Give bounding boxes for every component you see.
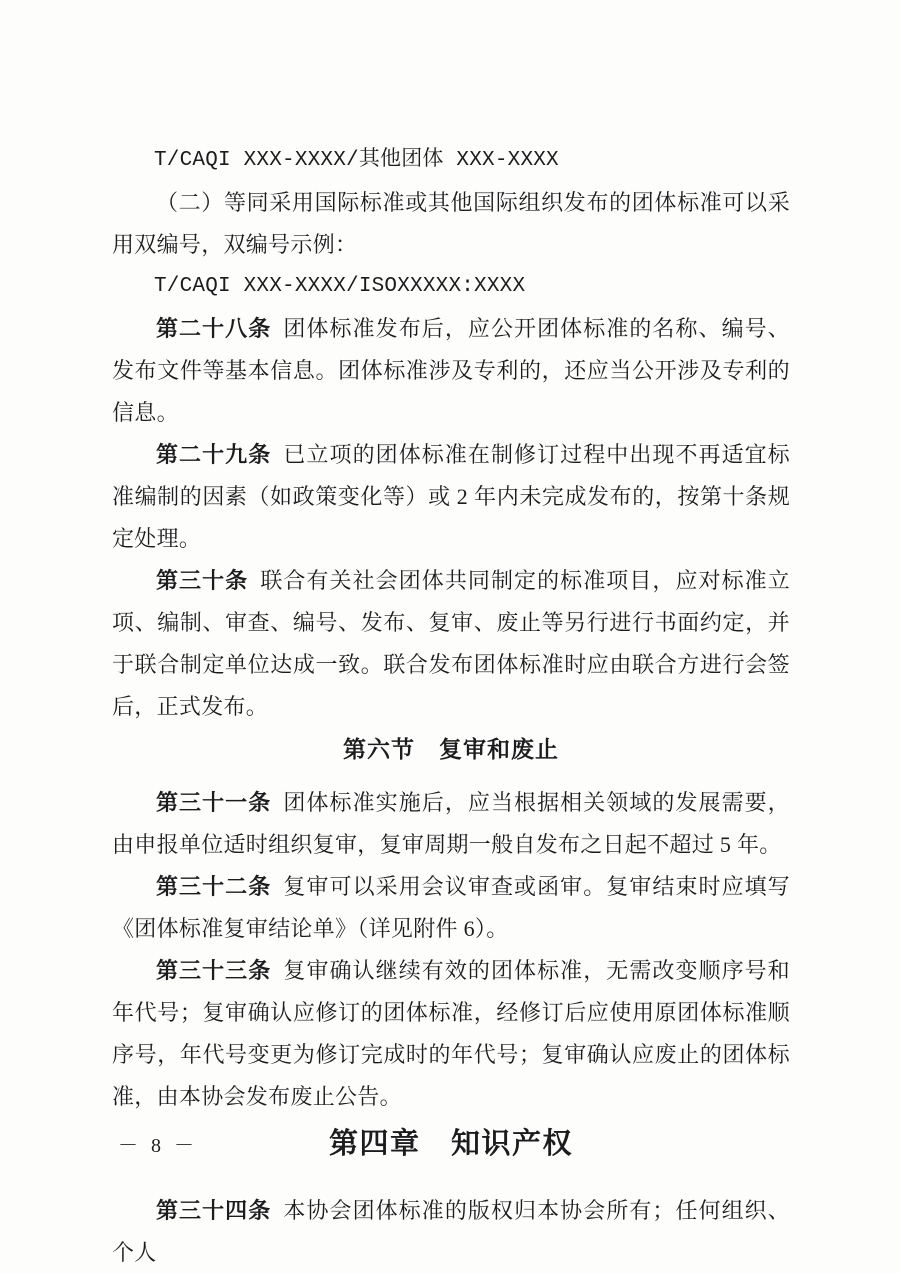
article-33 <box>112 950 790 1118</box>
article-34-number: 第三十四条 <box>156 1198 272 1223</box>
chapter-heading-intellectual-property: 第四章 知识产权 <box>328 1128 573 1160</box>
article-30 <box>112 560 790 728</box>
paragraph-item-2: （二）等同采用国际标准或其他国际组织发布的团体标准可以采用双编号，双编号示例： <box>112 190 790 257</box>
article-34 <box>112 1190 790 1273</box>
article-33-text: 复审确认继续有效的团体标准，无需改变顺序号和年代号；复审确认应修订的团体标准，经修订后应使用原团体标准顺序号，年代号变更为修订完成时的年代号；复审确认应废止的团体标准，由本协会发布废止公告。 <box>112 958 790 1109</box>
article-29 <box>112 434 790 560</box>
standard-number-line: T/CAQI XXX-XXXX/ISOXXXXX:XXXX <box>154 275 526 298</box>
document-content <box>112 140 790 1273</box>
article-31-number: 第三十一条 <box>156 790 272 815</box>
article-32-text: 复审可以采用会议审查或函审。复审结束时应填写《团体标准复审结论单》（详见附件 6）。 <box>112 874 790 941</box>
article-29-text: 已立项的团体标准在制修订过程中出现不再适宜标准编制的因素（如政策变化等）或 2 年内未完成发布的，按第十条规定处理。 <box>112 442 790 551</box>
article-30-text: 联合有关社会团体共同制定的标准项目，应对标准立项、编制、审查、编号、发布、复审、废止等另行进行书面约定，并于联合制定单位达成一致。联合发布团体标准时应由联合方进行会签后，正式发布。 <box>112 568 790 719</box>
article-30-number: 第三十条 <box>156 568 249 593</box>
article-28-number: 第二十八条 <box>156 316 272 341</box>
article-31 <box>112 782 790 866</box>
page-number: － 8 － <box>118 1135 198 1157</box>
article-33-number: 第三十三条 <box>156 958 272 983</box>
article-28-text: 团体标准发布后，应公开团体标准的名称、编号、发布文件等基本信息。团体标准涉及专利的，还应当公开涉及专利的信息。 <box>112 316 790 425</box>
article-29-number: 第二十九条 <box>156 442 272 467</box>
standard-number-line: T/CAQI XXX-XXXX/其他团体 XXX-XXXX <box>154 149 559 172</box>
article-31-text: 团体标准实施后，应当根据相关领域的发展需要，由申报单位适时组织复审，复审周期一般自发布之日起不超过 5 年。 <box>112 790 790 857</box>
article-32 <box>112 866 790 950</box>
article-34-text: 本协会团体标准的版权归本协会所有；任何组织、个人 <box>112 1198 790 1265</box>
article-32-number: 第三十二条 <box>156 874 272 899</box>
section-heading-review-repeal: 第六节 复审和废止 <box>343 736 559 762</box>
article-28 <box>112 308 790 434</box>
